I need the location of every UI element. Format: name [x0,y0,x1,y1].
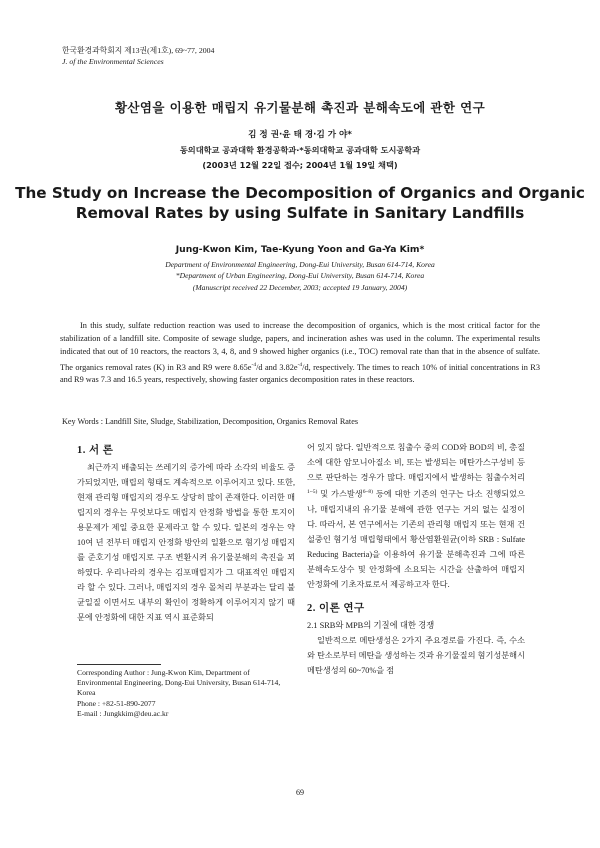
section-2-1-heading: 2.1 SRB와 MPB의 기질에 대한 경쟁 [307,620,435,630]
affiliation-2: *Department of Urban Engineering, Dong-Eui University, Busan 614-714, Korea [175,271,425,281]
footnote-email: E-mail : Jungkkim@deu.ac.kr [77,708,169,718]
english-title: The Study on Increase the Decomposition of Organics and Organic Removal Rates by using Sulfate in Sanitary Landfills [15,184,585,222]
corresponding-author-footnote [77,668,295,719]
body-column-right [307,440,525,678]
korean-authors: 김 정 권·윤 태 경·김 가 야* [248,130,352,140]
english-affiliations [0,259,600,293]
abstract-sup-1: -4 [251,361,257,368]
abstract-text-3: /d, respectively. The times to reach 10% of initial concentrations in R3 and R9 was 7.3 and 16.5 years, respectively, showing faster organics decomposition rates in these reactors. [60,362,540,385]
abstract [60,320,540,387]
section-2-paragraph: 일반적으로 메탄생성은 2가지 주요경로를 가진다. 즉, 수소와 탄소로부터 메탄을 생성하는 것과 유기물질의 혐기성분해시 메탄생성의 60~70%을 점 [307,635,525,675]
body-column-left [77,440,295,625]
abstract-text-1: In this study, sulfate reduction reaction was used to increase the decomposition of organics, which is the most critical factor for the stabilization of a landfill site. Composite of sewage sludge, papers, and incineration ashes was used in the column. The experimental results indicated that out of 10 reactors, the reactors 3, 4, 8, and 9 showed higher organics (i.e., TOC) removal rate than that in the absence of sulfate. The organics removal rates (K) in R3 and R9 were 8.65e [60,321,540,372]
citation-sup-1: 1~5) [307,489,318,495]
keywords: Key Words : Landfill Site, Sludge, Stabilization, Decomposition, Organics Removal Rates [62,417,359,426]
korean-affiliation: 동의대학교 공과대학 환경공학과·*동의대학교 공과대학 도시공학과 [179,145,421,155]
page-number: 69 [296,788,304,797]
affiliation-1: Department of Environmental Engineering, Dong-Eui University, Busan 614-714, Korea [165,260,435,269]
korean-title: 황산염을 이용한 매립지 유기물분해 촉진과 분해속도에 관한 연구 [114,100,486,115]
english-authors: Jung-Kwon Kim, Tae-Kyung Yoon and Ga-Ya Kim* [175,244,425,255]
section-1-paragraph-right [307,440,525,592]
abstract-text-2: /d and 3.82e [256,362,298,372]
journal-name-english: J. of the Environmental Sciences [62,57,164,66]
korean-received-date: (2003년 12월 22일 접수; 2004년 1월 19일 채택) [202,160,398,170]
section-1-paragraph-left: 최근까지 배출되는 쓰레기의 증가에 따라 소각의 비율도 증가되었지만, 매립의 형태도 계속적으로 이루어지고 있다. 또한, 현재 관리형 매립지의 경우도 상당히 많이 존재한다. 이러한 매립지의 경우는 무엇보다도 매립지 안정화 방법을 통한 토지이용문제가 제일 중요한 문제라고 할 수 있다. 일본의 경우는 약 10여 년 전부터 매립지 안정화 방안의 일환으로 혐기성 매립지를 준호기성 매립지로 구조 변환시켜 유기물분해의 촉진을 꾀하였다. 우리나라의 경우는 김포매립지가 그 대표적인 매립지라 할 수 있다. 그러나, 매립지의 경우 몰처리 부분과는 달리 불균일질 이면서도 내부의 확인이 정확하게 이루어지지 않기 때문에 안정화에 대한 지표 역시 표준화되 [77,463,295,622]
section-1-right-text-c: 등에 대한 기존의 연구는 다소 진행되었으나, 매립지내의 유기물 분해에 관한 연구는 거의 없는 실정이다. 따라서, 본 연구에서는 기존의 관리형 매립지 또는 현재 건설중인 혐기성 매립형태에서 황산염환원균(이하 SRB : Sulfate Reducing Bacteria)을 이용하여 유기물 분해촉진과 그에 따른 분해속도상수 및 안정화에 소요되는 시간을 산출하여 매립지 안정화에 기초자료로서 제공하고자 한다. [307,489,525,589]
journal-header [62,45,214,67]
section-1-right-text-a: 어 있지 않다. 일반적으로 침출수 중의 COD와 BOD의 비, 총질소에 대한 암모니아질소 비, 또는 발생되는 메탄가스구성비 등으로 판단하는 경우가 많다. 매립지에서 발생하는 침출수처리 [307,443,525,482]
footnote-phone: Phone : +82-51-890-2077 [77,698,156,708]
citation-sup-2: 6~8) [362,489,374,495]
abstract-sup-2: -4 [297,361,303,368]
section-1-right-text-b: 및 가스발생 [317,489,363,499]
journal-citation-korean: 한국환경과학회지 제13권(제1호), 69~77, 2004 [62,46,215,55]
manuscript-note: (Manuscript received 22 December, 2003; accepted 19 January, 2004) [192,282,408,292]
footnote-author: Corresponding Author : Jung-Kwon Kim, Department of Environmental Engineering, Dong-Eui University, Busan 614-714, Korea [77,668,281,698]
section-2-heading: 2. 이론 연구 [307,602,365,614]
footnote-divider [77,664,161,665]
section-1-heading: 1. 서 론 [77,445,114,456]
